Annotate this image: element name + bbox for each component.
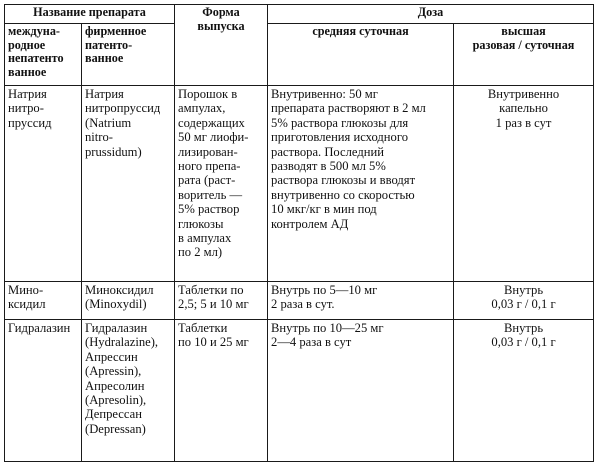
cell-max: Внутрь 0,03 г / 0,1 г	[454, 320, 594, 462]
header-avg: средняя суточная	[268, 24, 454, 86]
cell-form: Порошок в ампулах, содержащих 50 мг лиофи- лизирован- ного препа- рата (раст- воритель — 5% раствор глюкозы в ампулах по 2 мл)	[175, 86, 268, 282]
cell-avg: Внутрь по 10—25 мг 2—4 раза в сут	[268, 320, 454, 462]
table-row	[5, 320, 594, 462]
header-max: высшая разовая / суточная	[454, 24, 594, 86]
cell-max: Внутрь 0,03 г / 0,1 г	[454, 282, 594, 320]
table-row	[5, 86, 594, 282]
cell-form: Таблетки по 10 и 25 мг	[175, 320, 268, 462]
header-brand: фирменное патенто- ванное	[82, 24, 175, 86]
header-intl: междуна- родное непатенто ванное	[5, 24, 82, 86]
table-row	[5, 282, 594, 320]
cell-brand: Миноксидил (Minoxydil)	[82, 282, 175, 320]
header-row-top	[5, 5, 594, 24]
header-dose: Доза	[268, 5, 594, 24]
cell-intl: Мино- ксидил	[5, 282, 82, 320]
header-row-sub	[5, 24, 594, 86]
cell-brand: Натрия нитропруссид (Natrium nitro- prussidum)	[82, 86, 175, 282]
cell-intl: Гидралазин	[5, 320, 82, 462]
cell-form: Таблетки по 2,5; 5 и 10 мг	[175, 282, 268, 320]
header-form: Форма выпуска	[175, 5, 268, 86]
drug-table	[4, 4, 594, 462]
cell-avg: Внутрь по 5—10 мг 2 раза в сут.	[268, 282, 454, 320]
cell-brand: Гидралазин (Hydralazine), Апрессин (Apressin), Апресолин (Apresolin), Депрессан (Depressan)	[82, 320, 175, 462]
cell-avg: Внутривенно: 50 мг препарата растворяют в 2 мл 5% раствора глюкозы для приготовления исходного раствора. Последний разводят в 500 мл 5% раствора глюкозы и вводят внутривенно со скоростью 10 мкг/кг в мин под контролем АД	[268, 86, 454, 282]
cell-intl: Натрия нитро- пруссид	[5, 86, 82, 282]
header-name: Название препарата	[5, 5, 175, 24]
cell-max: Внутривенно капельно 1 раз в сут	[454, 86, 594, 282]
